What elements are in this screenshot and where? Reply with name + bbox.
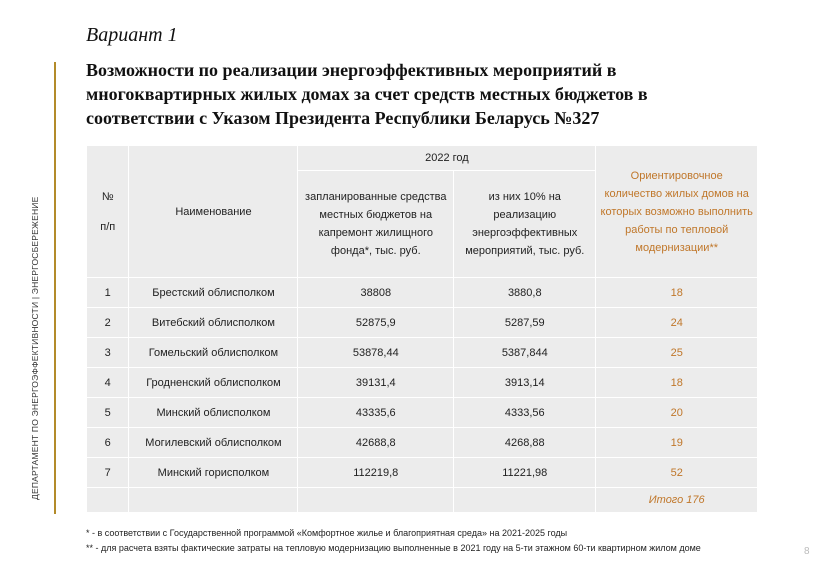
budget-table xyxy=(86,145,758,513)
row-estimate: 25 xyxy=(596,338,758,368)
row-ten-percent: 4268,88 xyxy=(454,428,596,458)
table-row xyxy=(87,458,758,488)
row-estimate: 20 xyxy=(596,398,758,428)
row-planned: 53878,44 xyxy=(298,338,454,368)
total-value: Итого 176 xyxy=(596,488,758,513)
row-ten-percent: 5387,844 xyxy=(454,338,596,368)
row-ten-percent: 3880,8 xyxy=(454,278,596,308)
row-estimate: 24 xyxy=(596,308,758,338)
row-num: 7 xyxy=(87,458,129,488)
side-divider xyxy=(54,62,56,514)
table-row xyxy=(87,368,758,398)
row-ten-percent: 11221,98 xyxy=(454,458,596,488)
header-num xyxy=(87,146,129,278)
slide-title: Возможности по реализации энергоэффективных мероприятий в многоквартирных жилых домах за счет средств местных бюджетов в соответствии с Указом Президента Республики Беларусь №327 xyxy=(86,60,648,128)
row-planned: 42688,8 xyxy=(298,428,454,458)
row-ten-percent: 5287,59 xyxy=(454,308,596,338)
table-row xyxy=(87,278,758,308)
footnote-2: ** - для расчета взяты фактические затраты на тепловую модернизацию выполненные в 2021 году на 5-ти этажном 60-ти квартирном жилом доме xyxy=(86,543,701,553)
footnotes xyxy=(86,526,701,556)
row-estimate: 18 xyxy=(596,368,758,398)
row-name: Брестский облисполком xyxy=(129,278,298,308)
total-empty-name xyxy=(129,488,298,513)
row-ten-percent: 4333,56 xyxy=(454,398,596,428)
row-estimate: 19 xyxy=(596,428,758,458)
row-estimate: 18 xyxy=(596,278,758,308)
table-row xyxy=(87,428,758,458)
row-planned: 43335,6 xyxy=(298,398,454,428)
header-name: Наименование xyxy=(129,146,298,278)
row-planned: 38808 xyxy=(298,278,454,308)
page-number: 8 xyxy=(804,546,810,557)
row-num: 4 xyxy=(87,368,129,398)
table-row xyxy=(87,338,758,368)
header-year: 2022 год xyxy=(298,146,596,171)
row-name: Витебский облисполком xyxy=(129,308,298,338)
row-name: Минский горисполком xyxy=(129,458,298,488)
total-empty-num xyxy=(87,488,129,513)
total-row xyxy=(87,488,758,513)
row-planned: 39131,4 xyxy=(298,368,454,398)
row-num: 2 xyxy=(87,308,129,338)
department-side-label: ДЕПАРТАМЕНТ ПО ЭНЕРГОЭФФЕКТИВНОСТИ | ЭНЕРГОСБЕРЕЖЕНИЕ xyxy=(30,196,40,500)
row-name: Гомельский облисполком xyxy=(129,338,298,368)
row-num: 3 xyxy=(87,338,129,368)
row-num: 6 xyxy=(87,428,129,458)
footnote-1: * - в соответствии с Государственной программой «Комфортное жилье и благоприятная среда» на 2021-2025 годы xyxy=(86,528,568,538)
row-num: 1 xyxy=(87,278,129,308)
row-num: 5 xyxy=(87,398,129,428)
table-row xyxy=(87,308,758,338)
row-planned: 52875,9 xyxy=(298,308,454,338)
row-estimate: 52 xyxy=(596,458,758,488)
total-empty-ten xyxy=(454,488,596,513)
table-row xyxy=(87,398,758,428)
variant-label: Вариант 1 xyxy=(86,24,178,46)
header-ten-percent: из них 10% на реализацию энергоэффективных мероприятий, тыс. руб. xyxy=(454,171,596,278)
row-name: Могилевский облисполком xyxy=(129,428,298,458)
header-num-text: № п/п xyxy=(100,190,116,233)
header-estimate: Ориентировочное количество жилых домов на которых возможно выполнить работы по тепловой модернизации** xyxy=(596,146,758,278)
row-name: Гродненский облисполком xyxy=(129,368,298,398)
row-planned: 112219,8 xyxy=(298,458,454,488)
row-ten-percent: 3913,14 xyxy=(454,368,596,398)
header-planned: запланированные средства местных бюджетов на капремонт жилищного фонда*, тыс. руб. xyxy=(298,171,454,278)
total-empty-planned xyxy=(298,488,454,513)
row-name: Минский облисполком xyxy=(129,398,298,428)
